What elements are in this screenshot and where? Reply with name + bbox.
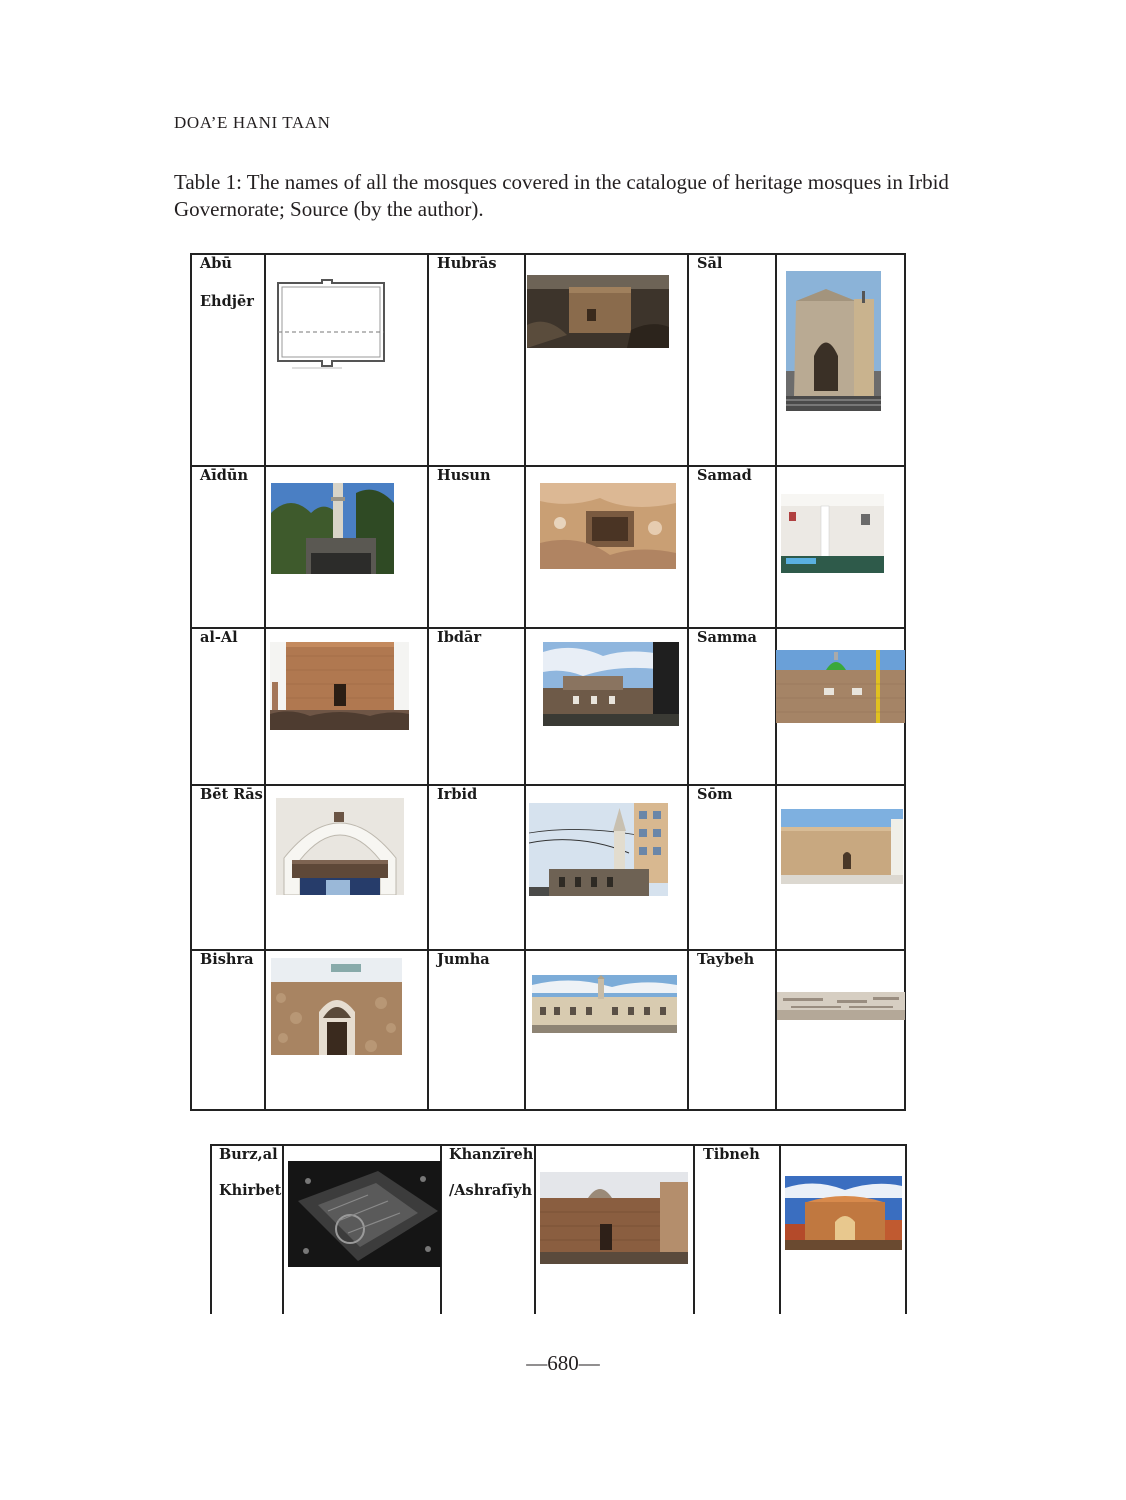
mosque-photo xyxy=(785,1176,902,1250)
table-border xyxy=(687,253,689,1111)
mosque-name: Sōm xyxy=(697,786,733,803)
table-border xyxy=(190,1109,906,1111)
table-border xyxy=(534,1144,536,1314)
mosque-photo xyxy=(532,975,677,1033)
table-border xyxy=(190,253,192,1111)
mosque-name: Irbid xyxy=(437,786,478,803)
mosque-photo xyxy=(776,650,905,723)
mosque-photo xyxy=(271,483,394,574)
mosque-name: Khanzīreh xyxy=(449,1146,534,1163)
table-border xyxy=(210,1144,212,1314)
table-border xyxy=(190,465,906,467)
mosque-name: Bēt Rās xyxy=(200,786,263,803)
mosque-name: Jumha xyxy=(437,951,490,968)
mosque-name: Samad xyxy=(697,467,752,484)
mosque-photo xyxy=(540,1172,688,1264)
mosque-photo xyxy=(781,494,884,573)
mosque-photo xyxy=(527,275,669,348)
mosque-photo xyxy=(540,483,676,569)
table-border xyxy=(190,253,906,255)
table-border xyxy=(190,784,906,786)
mosque-name: Burz,al xyxy=(219,1146,278,1163)
mosque-photo xyxy=(786,271,881,411)
mosque-photo xyxy=(781,809,903,884)
mosque-name: Husun xyxy=(437,467,491,484)
mosque-name: Taybeh xyxy=(697,951,755,968)
page-number: —680— xyxy=(526,1351,600,1375)
mosque-name: Hubrās xyxy=(437,255,497,272)
mosque-name: Khirbet xyxy=(219,1182,282,1199)
table-border xyxy=(282,1144,284,1314)
running-header: DOA’E HANI TAAN xyxy=(174,113,331,132)
mosque-photo xyxy=(276,798,404,895)
mosque-name: Abū xyxy=(200,255,232,272)
mosque-photo xyxy=(529,803,668,896)
table-border xyxy=(693,1144,695,1314)
mosque-photo xyxy=(271,958,402,1055)
mosque-photo xyxy=(543,642,679,726)
mosque-name: Samma xyxy=(697,629,757,646)
mosque-floor-plan xyxy=(272,277,390,371)
table-border xyxy=(524,253,526,1111)
mosque-name: Ibdār xyxy=(437,629,482,646)
table-caption: Table 1: The names of all the mosques covered in the catalogue of heritage mosques in Irbid Governorate; Source (by the author). xyxy=(174,170,949,221)
mosque-name: Sāl xyxy=(697,255,723,272)
table-border xyxy=(905,1144,907,1314)
table-border xyxy=(779,1144,781,1314)
mosque-name: Aīdūn xyxy=(200,467,248,484)
table-border xyxy=(190,949,906,951)
table-border xyxy=(427,253,429,1111)
mosque-photo xyxy=(777,992,905,1020)
table-border xyxy=(264,253,266,1111)
mosque-photo xyxy=(270,642,409,730)
mosque-name: /Ashrafīyh xyxy=(449,1182,532,1199)
mosque-aerial-photo xyxy=(288,1161,441,1267)
table-border xyxy=(190,627,906,629)
mosque-name: Tibneh xyxy=(703,1146,760,1163)
table-border xyxy=(210,1144,906,1146)
mosque-name: al-Al xyxy=(200,629,238,646)
mosque-name: Ehdjēr xyxy=(200,293,254,310)
mosque-name: Bishra xyxy=(200,951,254,968)
